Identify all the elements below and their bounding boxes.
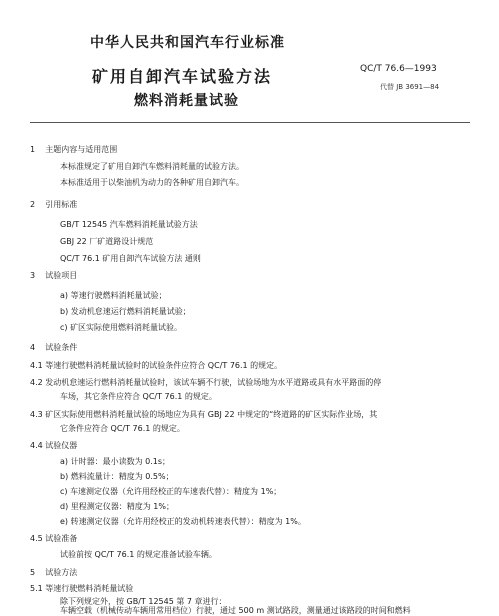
section-1-para-1: 本标准规定了矿用自卸汽车燃料消耗量的试验方法。 xyxy=(60,162,244,171)
instrument-d: d) 里程测定仪器：精度为 1%； xyxy=(60,502,174,511)
clause-4-2-cont: 车场，其它条件应符合 QC/T 76.1 的规定。 xyxy=(60,392,217,401)
clause-4-5: 4.5 试验准备 xyxy=(30,534,78,543)
clause-5-1: 5.1 等速行驶燃料消耗量试验 xyxy=(30,584,134,593)
clause-4-3-cont: 它条件应符合 QC/T 76.1 的规定。 xyxy=(60,424,185,433)
standard-org-title: 中华人民共和国汽车行业标准 xyxy=(90,35,285,51)
section-3-item-a: a) 等速行驶燃料消耗量试验； xyxy=(60,291,167,300)
section-2-heading: 2 引用标准 xyxy=(30,200,78,209)
clause-4-2: 4.2 发动机怠速运行燃料消耗量试验时，该试车辆不行驶，试验场地为水平道路或具有水平路面的停 xyxy=(30,378,382,387)
clause-4-1: 4.1 等速行驶燃料消耗量试验时的试验条件应符合 QC/T 76.1 的规定。 xyxy=(30,361,283,370)
section-3-item-b: b) 发动机怠速运行燃料消耗量试验； xyxy=(60,307,191,316)
instrument-c: c) 车速测定仪器（允许用经校正的车速表代替）：精度为 1%； xyxy=(60,487,282,496)
section-1-heading: 1 主题内容与适用范围 xyxy=(30,145,118,154)
section-3-heading: 3 试验项目 xyxy=(30,271,78,280)
instrument-e: e) 转速测定仪器（允许用经校正的发动机转速表代替）：精度为 1%。 xyxy=(60,517,306,526)
instrument-b: b) 燃料流量计：精度为 0.5%； xyxy=(60,472,174,481)
replaces-note: 代替 JB 3691—84 xyxy=(380,83,440,91)
clause-4-5-text: 试验前按 QC/T 76.1 的规定准备试验车辆。 xyxy=(60,550,217,559)
section-2-ref-3: QC/T 76.1 矿用自卸汽车试验方法 通则 xyxy=(60,254,201,263)
section-1-para-2: 本标准适用于以柴油机为动力的各种矿用自卸汽车。 xyxy=(60,178,244,187)
clause-5-1-text: 车辆空载（机械传动车辆用常用档位）行驶，通过 500 m 测试路段，测量通过该路段的时间和燃料 xyxy=(60,606,411,615)
section-2-ref-1: GB/T 12545 汽车燃料消耗量试验方法 xyxy=(60,220,198,229)
document-subtitle: 燃料消耗量试验 xyxy=(134,93,239,109)
section-4-heading: 4 试验条件 xyxy=(30,343,78,352)
clause-4-3: 4.3 矿区实际使用燃料消耗量试验的场地应为具有 GBJ 22 中规定的“终道路的矿区实际作业场，其 xyxy=(30,410,378,419)
instrument-a: a) 计时器：最小读数为 0.1s； xyxy=(60,457,170,466)
section-5-heading: 5 试验方法 xyxy=(30,568,78,577)
section-3-item-c: c) 矿区实际使用燃料消耗量试验。 xyxy=(60,323,183,332)
header-rule xyxy=(30,122,470,123)
clause-5-1-intro: 除下列规定外，按 GB/T 12545 第 7 章进行： xyxy=(60,597,227,606)
standard-code: QC/T 76.6—1993 xyxy=(360,64,437,74)
document-title: 矿用自卸汽车试验方法 xyxy=(92,67,273,86)
section-2-ref-2: GBJ 22 厂矿道路设计规范 xyxy=(60,237,154,246)
clause-4-4: 4.4 试验仪器 xyxy=(30,441,78,450)
